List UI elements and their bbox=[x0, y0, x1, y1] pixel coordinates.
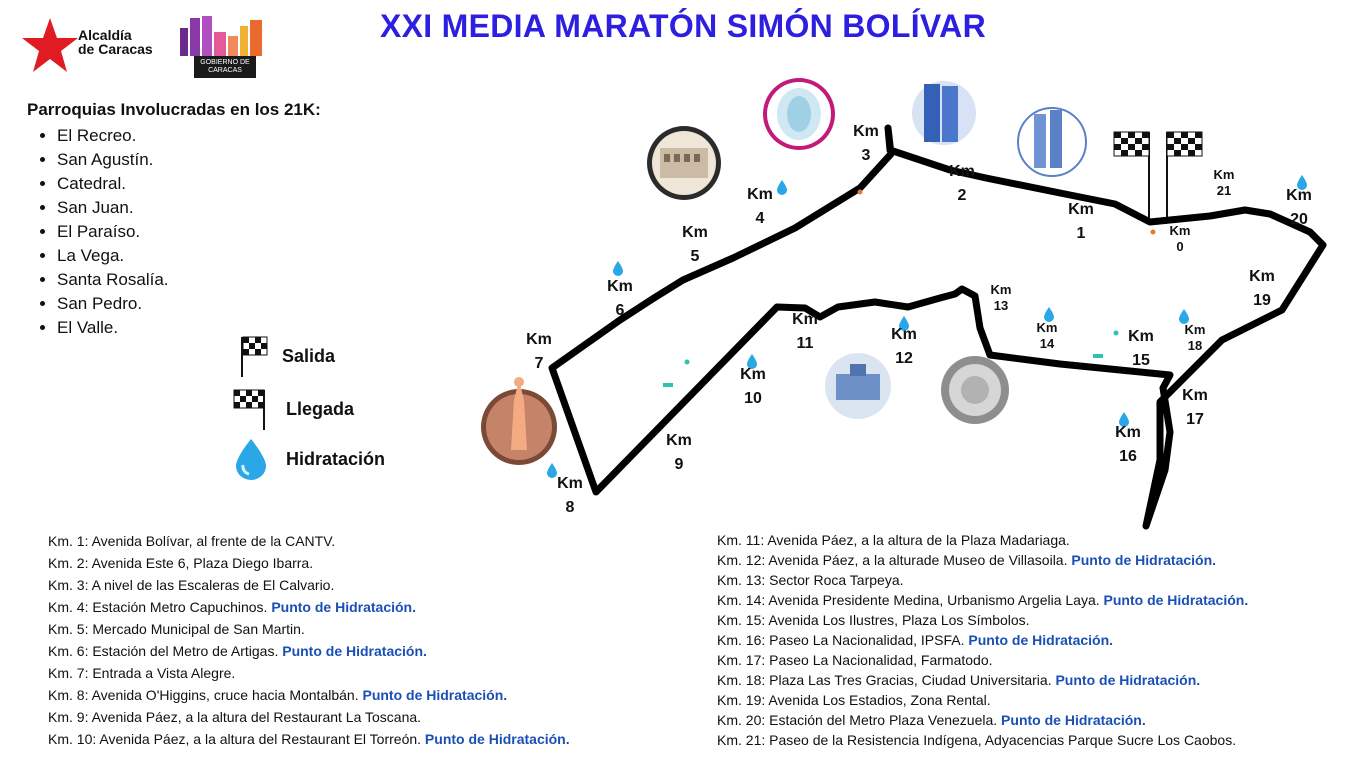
legend-start bbox=[230, 333, 335, 379]
km-label: Km 6 bbox=[607, 278, 633, 319]
alcaldia-line-2: de Caracas bbox=[78, 41, 153, 57]
marker-dot bbox=[858, 190, 863, 195]
notes-right-column bbox=[717, 530, 1248, 750]
parish-item: • La Vega. bbox=[57, 244, 321, 268]
start-flag-icon bbox=[230, 333, 272, 379]
km-note bbox=[48, 574, 570, 596]
marker-dash bbox=[663, 383, 673, 387]
marker-dash bbox=[1093, 354, 1103, 358]
km-label: Km 16 bbox=[1115, 424, 1141, 465]
km-note-text: Km. 19: Avenida Los Estadios, Zona Rental. bbox=[717, 692, 991, 708]
km-label: Km 3 bbox=[853, 123, 879, 164]
km-note bbox=[717, 670, 1248, 690]
km-note-text: Km. 5: Mercado Municipal de San Martin. bbox=[48, 621, 305, 637]
km-label: Km 15 bbox=[1128, 328, 1154, 369]
km-note bbox=[48, 662, 570, 684]
km-label: Km 4 bbox=[747, 186, 773, 227]
km-label: Km 21 bbox=[1213, 167, 1235, 198]
legend-hydration bbox=[230, 437, 385, 481]
km-label: Km 5 bbox=[682, 224, 708, 265]
parish-item: • Catedral. bbox=[57, 172, 321, 196]
parish-item: • San Juan. bbox=[57, 196, 321, 220]
route-map bbox=[470, 70, 1360, 540]
km-note bbox=[717, 570, 1248, 590]
landmark-circle-icon bbox=[941, 356, 1009, 424]
km-note-text: Km. 8: Avenida O'Higgins, cruce hacia Montalbán. bbox=[48, 687, 359, 703]
km-note bbox=[717, 610, 1248, 630]
km-note bbox=[48, 640, 570, 662]
notes-left-column bbox=[48, 530, 570, 750]
km-label: Km 0 bbox=[1169, 223, 1191, 254]
parish-item: • San Agustín. bbox=[57, 148, 321, 172]
hydration-point-label: Punto de Hidratación. bbox=[1051, 672, 1201, 688]
km-note bbox=[717, 650, 1248, 670]
landmark-circle-icon bbox=[1018, 108, 1086, 176]
landmark-circle-icon bbox=[912, 81, 976, 145]
legend-finish-label: Llegada bbox=[286, 398, 355, 419]
water-drop-icon bbox=[777, 180, 787, 195]
km-note bbox=[717, 690, 1248, 710]
km-note bbox=[717, 730, 1248, 750]
km-label: Km 19 bbox=[1249, 268, 1275, 309]
hydration-point-label: Punto de Hidratación. bbox=[1067, 552, 1217, 568]
gobierno-logo-text: GOBIERNO DE CARACAS bbox=[194, 56, 256, 78]
marker-dot bbox=[1114, 331, 1119, 336]
km-label: Km 14 bbox=[1036, 320, 1058, 351]
km-note-text: Km. 14: Avenida Presidente Medina, Urbanismo Argelia Laya. bbox=[717, 592, 1100, 608]
km-label: Km 1 bbox=[1068, 201, 1094, 242]
km-note-text: Km. 13: Sector Roca Tarpeya. bbox=[717, 572, 904, 588]
km-note-text: Km. 17: Paseo La Nacionalidad, Farmatodo. bbox=[717, 652, 993, 668]
km-note-text: Km. 11: Avenida Páez, a la altura de la Plaza Madariaga. bbox=[717, 532, 1070, 548]
km-label: Km 9 bbox=[666, 432, 692, 473]
km-note-text: Km. 1: Avenida Bolívar, al frente de la CANTV. bbox=[48, 533, 336, 549]
landmark-circle-icon bbox=[647, 126, 721, 200]
legend-start-label: Salida bbox=[282, 345, 336, 366]
page-title: XXI MEDIA MARATÓN SIMÓN BOLÍVAR bbox=[379, 8, 987, 44]
parishes-list bbox=[27, 124, 321, 340]
alcaldia-logo bbox=[20, 16, 170, 76]
km-note-text: Km. 15: Avenida Los Ilustres, Plaza Los Símbolos. bbox=[717, 612, 1030, 628]
alcaldia-line-1: Alcaldía bbox=[78, 27, 132, 43]
parishes-section bbox=[27, 100, 321, 340]
parishes-heading: Parroquias Involucradas en los 21K: bbox=[27, 100, 321, 119]
km-note-text: Km. 21: Paseo de la Resistencia Indígena, Adyacencias Parque Sucre Los Caobos. bbox=[717, 732, 1237, 748]
water-drop-icon bbox=[547, 463, 557, 478]
hydration-point-label: Punto de Hidratación. bbox=[421, 731, 570, 747]
km-note-text: Km. 3: A nivel de las Escaleras de El Calvario. bbox=[48, 577, 335, 593]
landmark-circle-icon bbox=[481, 377, 557, 465]
landmark-circle-icon bbox=[763, 78, 835, 150]
red-star-icon bbox=[20, 16, 80, 76]
km-note bbox=[48, 684, 570, 706]
km-note bbox=[48, 596, 570, 618]
marker-dot bbox=[1151, 230, 1156, 235]
km-label: Km 17 bbox=[1182, 387, 1208, 428]
parish-item: • El Paraíso. bbox=[57, 220, 321, 244]
gobierno-logo bbox=[178, 14, 270, 78]
km-note bbox=[48, 618, 570, 640]
legend-hydration-label: Hidratación bbox=[286, 448, 386, 469]
parish-item: • El Valle. bbox=[57, 316, 321, 340]
km-note bbox=[717, 530, 1248, 550]
hydration-point-label: Punto de Hidratación. bbox=[358, 687, 508, 703]
km-label: Km 18 bbox=[1184, 322, 1206, 353]
km-note bbox=[48, 706, 570, 728]
km-note bbox=[717, 550, 1248, 570]
km-note-text: Km. 10: Avenida Páez, a la altura del Restaurant El Torreón. bbox=[48, 731, 422, 747]
km-label: Km 13 bbox=[990, 282, 1012, 313]
km-label: Km 12 bbox=[891, 326, 917, 367]
parish-item: • San Pedro. bbox=[57, 292, 321, 316]
alcaldia-logo-text bbox=[78, 28, 153, 56]
km-note bbox=[48, 552, 570, 574]
skyline-icon bbox=[178, 14, 270, 58]
km-note bbox=[48, 728, 570, 750]
parish-item: • El Recreo. bbox=[57, 124, 321, 148]
km-note bbox=[717, 710, 1248, 730]
km-label: Km 8 bbox=[557, 475, 583, 516]
hydration-point-label: Punto de Hidratación. bbox=[278, 643, 427, 659]
km-note-text: Km. 16: Paseo La Nacionalidad, IPSFA. bbox=[717, 632, 965, 648]
km-note-text: Km. 2: Avenida Este 6, Plaza Diego Ibarra. bbox=[48, 555, 314, 571]
landmark-circle-icon bbox=[825, 353, 891, 419]
km-note-text: Km. 4: Estación Metro Capuchinos. bbox=[48, 599, 268, 615]
marker-dot bbox=[685, 360, 690, 365]
km-note bbox=[48, 530, 570, 552]
km-note bbox=[717, 630, 1248, 650]
km-label: Km 10 bbox=[740, 366, 766, 407]
km-note-text: Km. 18: Plaza Las Tres Gracias, Ciudad Universitaria. bbox=[717, 672, 1052, 688]
water-drop-icon bbox=[230, 437, 272, 481]
hydration-point-label: Punto de Hidratación. bbox=[997, 712, 1146, 728]
hydration-point-label: Punto de Hidratación. bbox=[964, 632, 1114, 648]
km-note-text: Km. 7: Entrada a Vista Alegre. bbox=[48, 665, 236, 681]
km-label: Km 11 bbox=[792, 311, 818, 352]
km-label: Km 20 bbox=[1286, 187, 1312, 228]
km-note-text: Km. 12: Avenida Páez, a la alturade Museo de Villasoila. bbox=[717, 552, 1068, 568]
parish-item: • Santa Rosalía. bbox=[57, 268, 321, 292]
km-note bbox=[717, 590, 1248, 610]
km-note-text: Km. 9: Avenida Páez, a la altura del Restaurant La Toscana. bbox=[48, 709, 422, 725]
km-note-text: Km. 20: Estación del Metro Plaza Venezuela. bbox=[717, 712, 998, 728]
km-note-text: Km. 6: Estación del Metro de Artigas. bbox=[48, 643, 279, 659]
hydration-point-label: Punto de Hidratación. bbox=[267, 599, 417, 615]
legend-finish bbox=[230, 386, 354, 432]
water-drop-icon bbox=[613, 261, 623, 276]
hydration-point-label: Punto de Hidratación. bbox=[1099, 592, 1249, 608]
km-label: Km 7 bbox=[526, 331, 552, 372]
km-label: Km 2 bbox=[949, 163, 975, 204]
finish-flag-icon bbox=[230, 386, 272, 432]
